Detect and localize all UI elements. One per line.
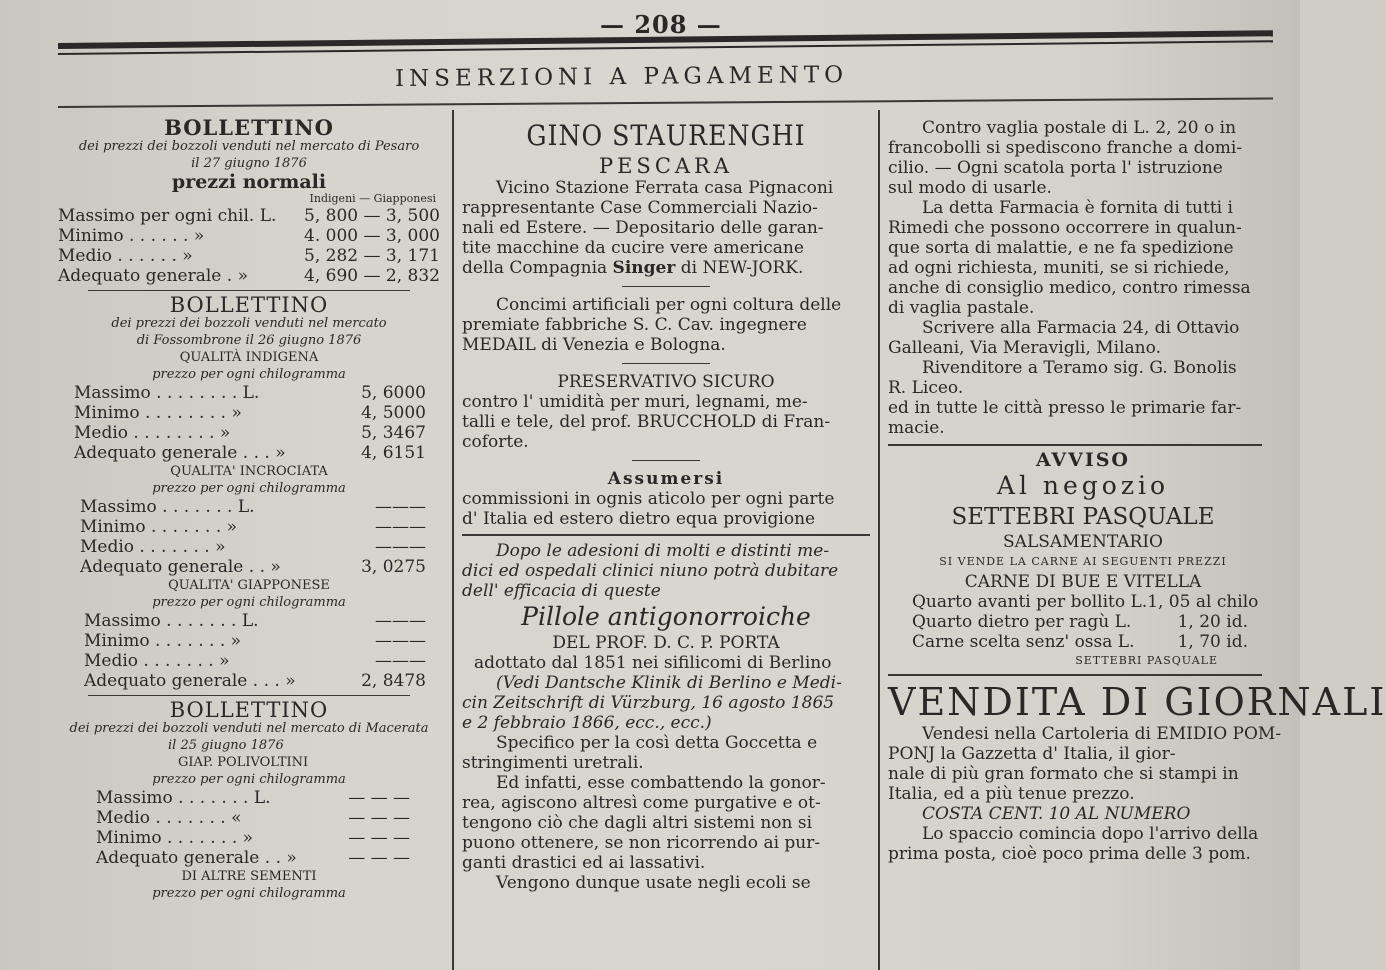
price-rows [58,611,440,691]
price-rows [58,497,440,577]
page-number: — 208 — [600,10,722,39]
bulletin-date: il 25 giugno 1876 [168,738,284,753]
bulletin-subtitle: dei prezzi dei bozzoli venduti nel mercato di Macerata [69,721,429,736]
bulletin-title: BOLLETTINO [169,293,329,317]
divider [622,363,710,364]
butcher-notice: AVVISO Al negozio SETTEBRI PASQUALE SALSAMENTARIO SI VENDE LA CARNE AI SEGUENTI PREZZI CARNE DI BUE E VITELLA Quarto avanti per bollito L. 1, 05 al chilo Quarto dietro per ragù L. 1, 20 id. Carne scelta senz' ossa L. 1, 70 id. SETTEBRI PASQUALE [888,450,1278,670]
price-row: Medio . . . . . . . « — — — [96,808,410,828]
header-rule [58,98,1273,108]
bulletin-pesaro [58,115,440,286]
price-rows [58,788,440,868]
price-row: Medio . . . . . . . . » 5, 3467 [74,423,426,443]
column-advertisements [462,118,870,893]
ad-paragraph: Vicino Stazione Ferrata casa Pignaconi rappresentante Case Commerciali Nazio- nali ed Estere. — Depositario delle garan- tite macchine da cucire vere americane della Compagnia Singer di NEW-JORK. [462,178,834,278]
price-row: Adequato generale . » 4, 690 — 2, 832 [58,266,440,286]
price-row: Quarto avanti per bollito L. 1, 05 al chilo [912,592,1259,612]
price-row: Adequato generale . . » 3, 0275 [80,557,426,577]
price-row: Massimo . . . . . . . L. ——— [84,611,426,631]
price-row: Medio . . . . . . . » ——— [84,651,426,671]
price-row: Massimo . . . . . . . . L. 5, 6000 [74,383,426,403]
divider [88,290,410,291]
bulletin-title: BOLLETTINO [164,115,334,140]
column-notices [888,118,1386,864]
ad-paragraph: Concimi artificiali per ogni coltura delle premiate fabbriche S. C. Cav. ingegnere MEDAIL di Venezia e Bologna. [462,295,842,355]
price-row: Quarto dietro per ragù L. 1, 20 id. [912,612,1248,632]
bulletin-date: il 27 giugno 1876 [191,156,307,171]
price-line: COSTA CENT. 10 AL NUMERO [922,804,1191,824]
ad-heading: Pillole antigonorroiche [521,602,811,631]
quality-subheading: prezzo per ogni chilogramma [152,367,346,382]
divider [622,286,710,287]
ad-subheading: DEL PROF. D. C. P. PORTA [552,633,780,653]
price-rows [888,592,1278,652]
ad-paragraph: Assumersi commissioni in ognis aticolo per ogni parte d' Italia ed estero dietro equa provigione [462,469,870,529]
notice-subheading: Al negozio [996,471,1170,500]
divider [888,444,1262,446]
notice-heading: VENDITA DI GIORNALI [888,680,1386,724]
divider [888,674,1262,676]
quality-heading: QUALITÀ INDIGENA [179,350,319,365]
advertiser-city: PESCARA [598,154,734,178]
advertiser-name: GINO STAURENGHI [526,119,806,152]
column-heads: Indigeni — Giapponesi [309,192,436,205]
price-row: Minimo . . . . . . . » — — — [96,828,410,848]
ad-paragraph: Dopo le adesioni di molti e distinti me- dici ed ospedali clinici niuno potrà dubitare dell' efficacia di queste Pillole antigonorroiche DEL PROF. D. C. P. PORTA adottato dal 1851 nei sifilicomi di Berlino (Vedi Dantsche Klinik di Berlino e Medi- cin Zeitschrift di Vürzburg, 16 agosto 1865 e 2 febbraio 1866, ecc., ecc.) Specifico per la così detta Goccetta e stringimenti uretrali. Ed infatti, esse combattendo la gonor- rea, agiscono altresì come purgative e ot- tengono ciò che dagli altri sistemi non si puono ottenere, se non ricorrendo ai pur- ganti drastici ed ai lassativi. Vengono dunque usate negli ecoli se [462,541,870,893]
price-row: Massimo per ogni chil. L. 5, 800 — 3, 500 [58,206,440,226]
bulletin-subtitle: dei prezzi dei bozzoli venduti nel mercato di Pesaro [78,139,420,154]
price-rows [58,206,440,286]
section-header: INSERZIONI A PAGAMENTO [394,62,849,92]
newspaper-notice: VENDITA DI GIORNALI Vendesi nella Cartoleria di EMIDIO POM- PONJ la Gazzetta d' Italia, il gior- nale di più gran formato che si stampi in Italia, ed a più tenue prezzo. COSTA CENT. 10 AL NUMERO Lo spaccio comincia dopo l'arrivo della prima posta, cioè poco prima delle 3 pom. [888,680,1386,864]
quality-heading: GIAP. POLIVOLTINI [178,755,309,770]
ad-paragraph: Contro vaglia postale di L. 2, 20 o in francobolli si spediscono franche a domi- cilio. — Ogni scatola porta l' istruzione sul modo di usarle. La detta Farmacia è fornita di tutti i Rimedi che possono occorrere in qualun- que sorta di malattie, e ne fa spedizione ad ogni richiesta, muniti, se si richiede, anche di consiglio medico, contro rimessa di vaglia pastale. Scrivere alla Farmacia 24, di Ottavio Galleani, Via Meravigli, Milano. Rivenditore a Teramo sig. G. Bonolis R. Liceo. ed in tutte le città presso le primarie far- macie. [888,118,1251,438]
shop-name: SETTEBRI PASQUALE [951,504,1215,530]
price-row: Adequato generale . . . » 2, 8478 [84,671,426,691]
price-row: Minimo . . . . . . » 4. 000 — 3, 000 [58,226,440,246]
ad-paragraph: PRESERVATIVO SICURO contro l' umidità per muri, legnami, me- talli e tele, del prof. BRUCCHOLD di Fran- coforte. [462,372,870,452]
bulletin-subtitle: dei prezzi dei bozzoli venduti nel mercato [111,316,387,331]
bulletin-fossombrone [58,295,440,691]
price-row: Medio . . . . . . . » ——— [80,537,426,557]
price-row: Minimo . . . . . . . . » 4, 5000 [74,403,426,423]
column-bulletins [58,115,440,902]
divider [88,695,410,696]
bulletin-title: BOLLETTINO [169,698,329,722]
price-row: Carne scelta senz' ossa L. 1, 70 id. [912,632,1248,652]
divider [462,534,870,536]
bulletin-date: di Fossombrone il 26 giugno 1876 [136,333,362,348]
signature: SETTEBRI PASQUALE [1075,654,1218,667]
price-rows [58,383,440,463]
bulletin-macerata [58,700,440,902]
price-row: Minimo . . . . . . . » ——— [80,517,426,537]
quality-subheading: prezzo per ogni chilogramma [152,595,346,610]
price-row: Medio . . . . . . » 5, 282 — 3, 171 [58,246,440,266]
brand-singer: Singer [612,258,676,278]
quality-subheading: prezzo per ogni chilogramma [152,481,346,496]
quality-subheading: prezzo per ogni chilogramma [152,886,346,901]
price-row: Adequato generale . . » — — — [96,848,410,868]
quality-heading: DI ALTRE SEMENTI [181,869,317,884]
ad-heading: Assumersi [607,469,725,489]
price-row: Adequato generale . . . » 4, 6151 [74,443,426,463]
divider [632,460,700,461]
price-row: Minimo . . . . . . . » ——— [84,631,426,651]
ad-heading: PRESERVATIVO SICURO [557,372,775,392]
quality-heading: QUALITA' INCROCIATA [170,464,328,479]
shop-trade: SALSAMENTARIO [1003,532,1163,552]
column-divider-1 [452,110,454,970]
bulletin-heading: prezzi normali [171,171,327,193]
price-row: Massimo . . . . . . . L. — — — [96,788,410,808]
notice-heading: AVVISO [1035,449,1130,471]
column-divider-2 [878,110,880,970]
quality-subheading: prezzo per ogni chilogramma [152,772,346,787]
price-row: Massimo . . . . . . . L. ——— [80,497,426,517]
quality-heading: QUALITA' GIAPPONESE [168,578,330,593]
